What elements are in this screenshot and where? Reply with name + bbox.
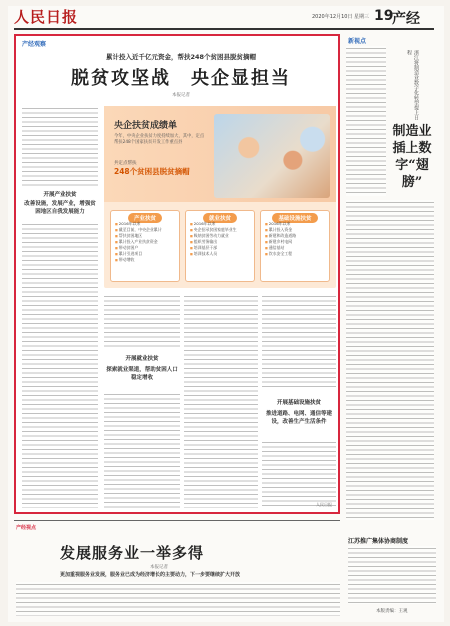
bottom-text bbox=[16, 582, 340, 616]
text-column-3 bbox=[184, 294, 258, 508]
card-item: ■ 新建和改造道路 bbox=[265, 233, 327, 239]
text-column-lead bbox=[22, 106, 98, 186]
card-industry bbox=[110, 210, 180, 282]
section-head-employment: 开展就业扶贫 bbox=[125, 356, 159, 362]
bottom-right-text bbox=[348, 546, 436, 604]
card-item: ■ 累计投入资金 bbox=[265, 227, 327, 233]
infographic-title: 央企扶贫成绩单 bbox=[114, 121, 178, 131]
bottom-subhead: 更加重视服务业发展，服务业已成为经济增长的主要动力，下一步要继续扩大开放 bbox=[60, 572, 241, 578]
card-item: ■ 组织劳务输出 bbox=[190, 239, 252, 245]
text-column-2b bbox=[104, 392, 180, 508]
card-industry-title: 产业扶贫 bbox=[128, 213, 162, 223]
card-item: ■ 央企招录贫困家庭毕业生 bbox=[190, 227, 252, 233]
bottom-right-footer: 本版责编：王观 bbox=[376, 609, 408, 614]
bottom-headline[interactable]: 发展服务业一举多得 bbox=[60, 544, 205, 562]
right-subhead: 浙江将制造业数字化转型提上日程 bbox=[406, 50, 419, 120]
infographic-photo bbox=[214, 114, 330, 198]
card-item: ■ 累计引进项目 bbox=[115, 251, 177, 257]
text-column-left bbox=[22, 222, 98, 508]
infographic-note: 今年，中央企业扶贫力度持续加大，其中，定点帮扶248个国家扶贫开发工作重点县 bbox=[114, 134, 205, 146]
feature-credit: 人民日报 bbox=[316, 502, 332, 507]
card-item: ■ 2016年以来 bbox=[265, 221, 327, 227]
feature-kicker: 产经观察 bbox=[22, 41, 47, 48]
card-item: ■ 带动增收 bbox=[115, 257, 177, 263]
masthead: 人民日报 bbox=[14, 8, 79, 26]
card-item: ■ 累计投入产业扶贫资金 bbox=[115, 239, 177, 245]
card-item: ■ 带动贫困户 bbox=[115, 245, 177, 251]
right-text-top bbox=[346, 46, 386, 196]
page-number: 19 bbox=[374, 8, 394, 24]
feature-headline: 脱贫攻坚战 央企显担当 bbox=[71, 68, 291, 89]
card-item: ■ 通信基站 bbox=[265, 245, 327, 251]
card-item: ■ 培训技术人员 bbox=[190, 251, 252, 257]
pullquote-industry: 改善设施，发展产业，增强贫困地区自我发展能力 bbox=[24, 201, 96, 216]
bottom-kicker: 产经视点 bbox=[16, 525, 37, 531]
right-headline[interactable]: 制造业插上数字“翅膀” bbox=[392, 124, 432, 190]
card-item: ■ 吸纳贫困劳动力就业 bbox=[190, 233, 252, 239]
card-employment-title: 就业扶贫 bbox=[203, 213, 237, 223]
dateline: 2020年12月10日 星期三 bbox=[312, 14, 370, 20]
right-text-main bbox=[346, 200, 434, 520]
feature-article[interactable] bbox=[14, 34, 340, 514]
card-item: ■ 2016年以来 bbox=[190, 221, 252, 227]
card-item: ■ 培训基层干部 bbox=[190, 245, 252, 251]
text-column-4a bbox=[262, 294, 336, 390]
feature-byline: 本报记者 bbox=[172, 93, 190, 98]
feature-subhead: 累计投入近千亿元资金，帮扶248个贫困县脱贫摘帽 bbox=[105, 53, 257, 61]
card-item: ■ 饮水安全工程 bbox=[265, 251, 327, 257]
card-employment bbox=[185, 210, 255, 282]
section-head-industry: 开展产业扶贫 bbox=[43, 192, 77, 198]
card-infrastructure bbox=[260, 210, 330, 282]
section-head-infrastructure: 开展基础设施扶贫 bbox=[276, 400, 321, 406]
card-item: ■ 2016年以来 bbox=[115, 221, 177, 227]
card-item: ■ 新建乡村电网 bbox=[265, 239, 327, 245]
pullquote-infrastructure: 推进道路、电网、通信等建设，改善生产生活条件 bbox=[265, 411, 332, 426]
infographic-figure-value: 248个贫困县脱贫摘帽 bbox=[114, 167, 190, 176]
bottom-rule bbox=[14, 520, 340, 521]
bottom-right-headline[interactable]: 江苏推广集体协商制度 bbox=[348, 538, 409, 545]
card-item: ■ 帮扶贫困地区 bbox=[115, 233, 177, 239]
bottom-byline: 本报记者 bbox=[150, 565, 168, 570]
pullquote-employment: 探索就业渠道，帮助贫困人口稳定增收 bbox=[106, 367, 178, 382]
infographic-figure-label: 共定点帮扶 bbox=[114, 161, 137, 166]
text-column-2a bbox=[104, 294, 180, 350]
right-kicker: 新视点 bbox=[348, 38, 367, 45]
section-name: 产经 bbox=[392, 11, 420, 27]
text-column-4b bbox=[262, 440, 336, 508]
infographic-figure bbox=[114, 160, 190, 177]
card-infrastructure-title: 基础设施扶贫 bbox=[272, 213, 317, 223]
header-rule bbox=[14, 28, 434, 30]
card-item: ■ 截至目前，中央企业累计 bbox=[115, 227, 177, 233]
infographic[interactable] bbox=[104, 106, 336, 288]
